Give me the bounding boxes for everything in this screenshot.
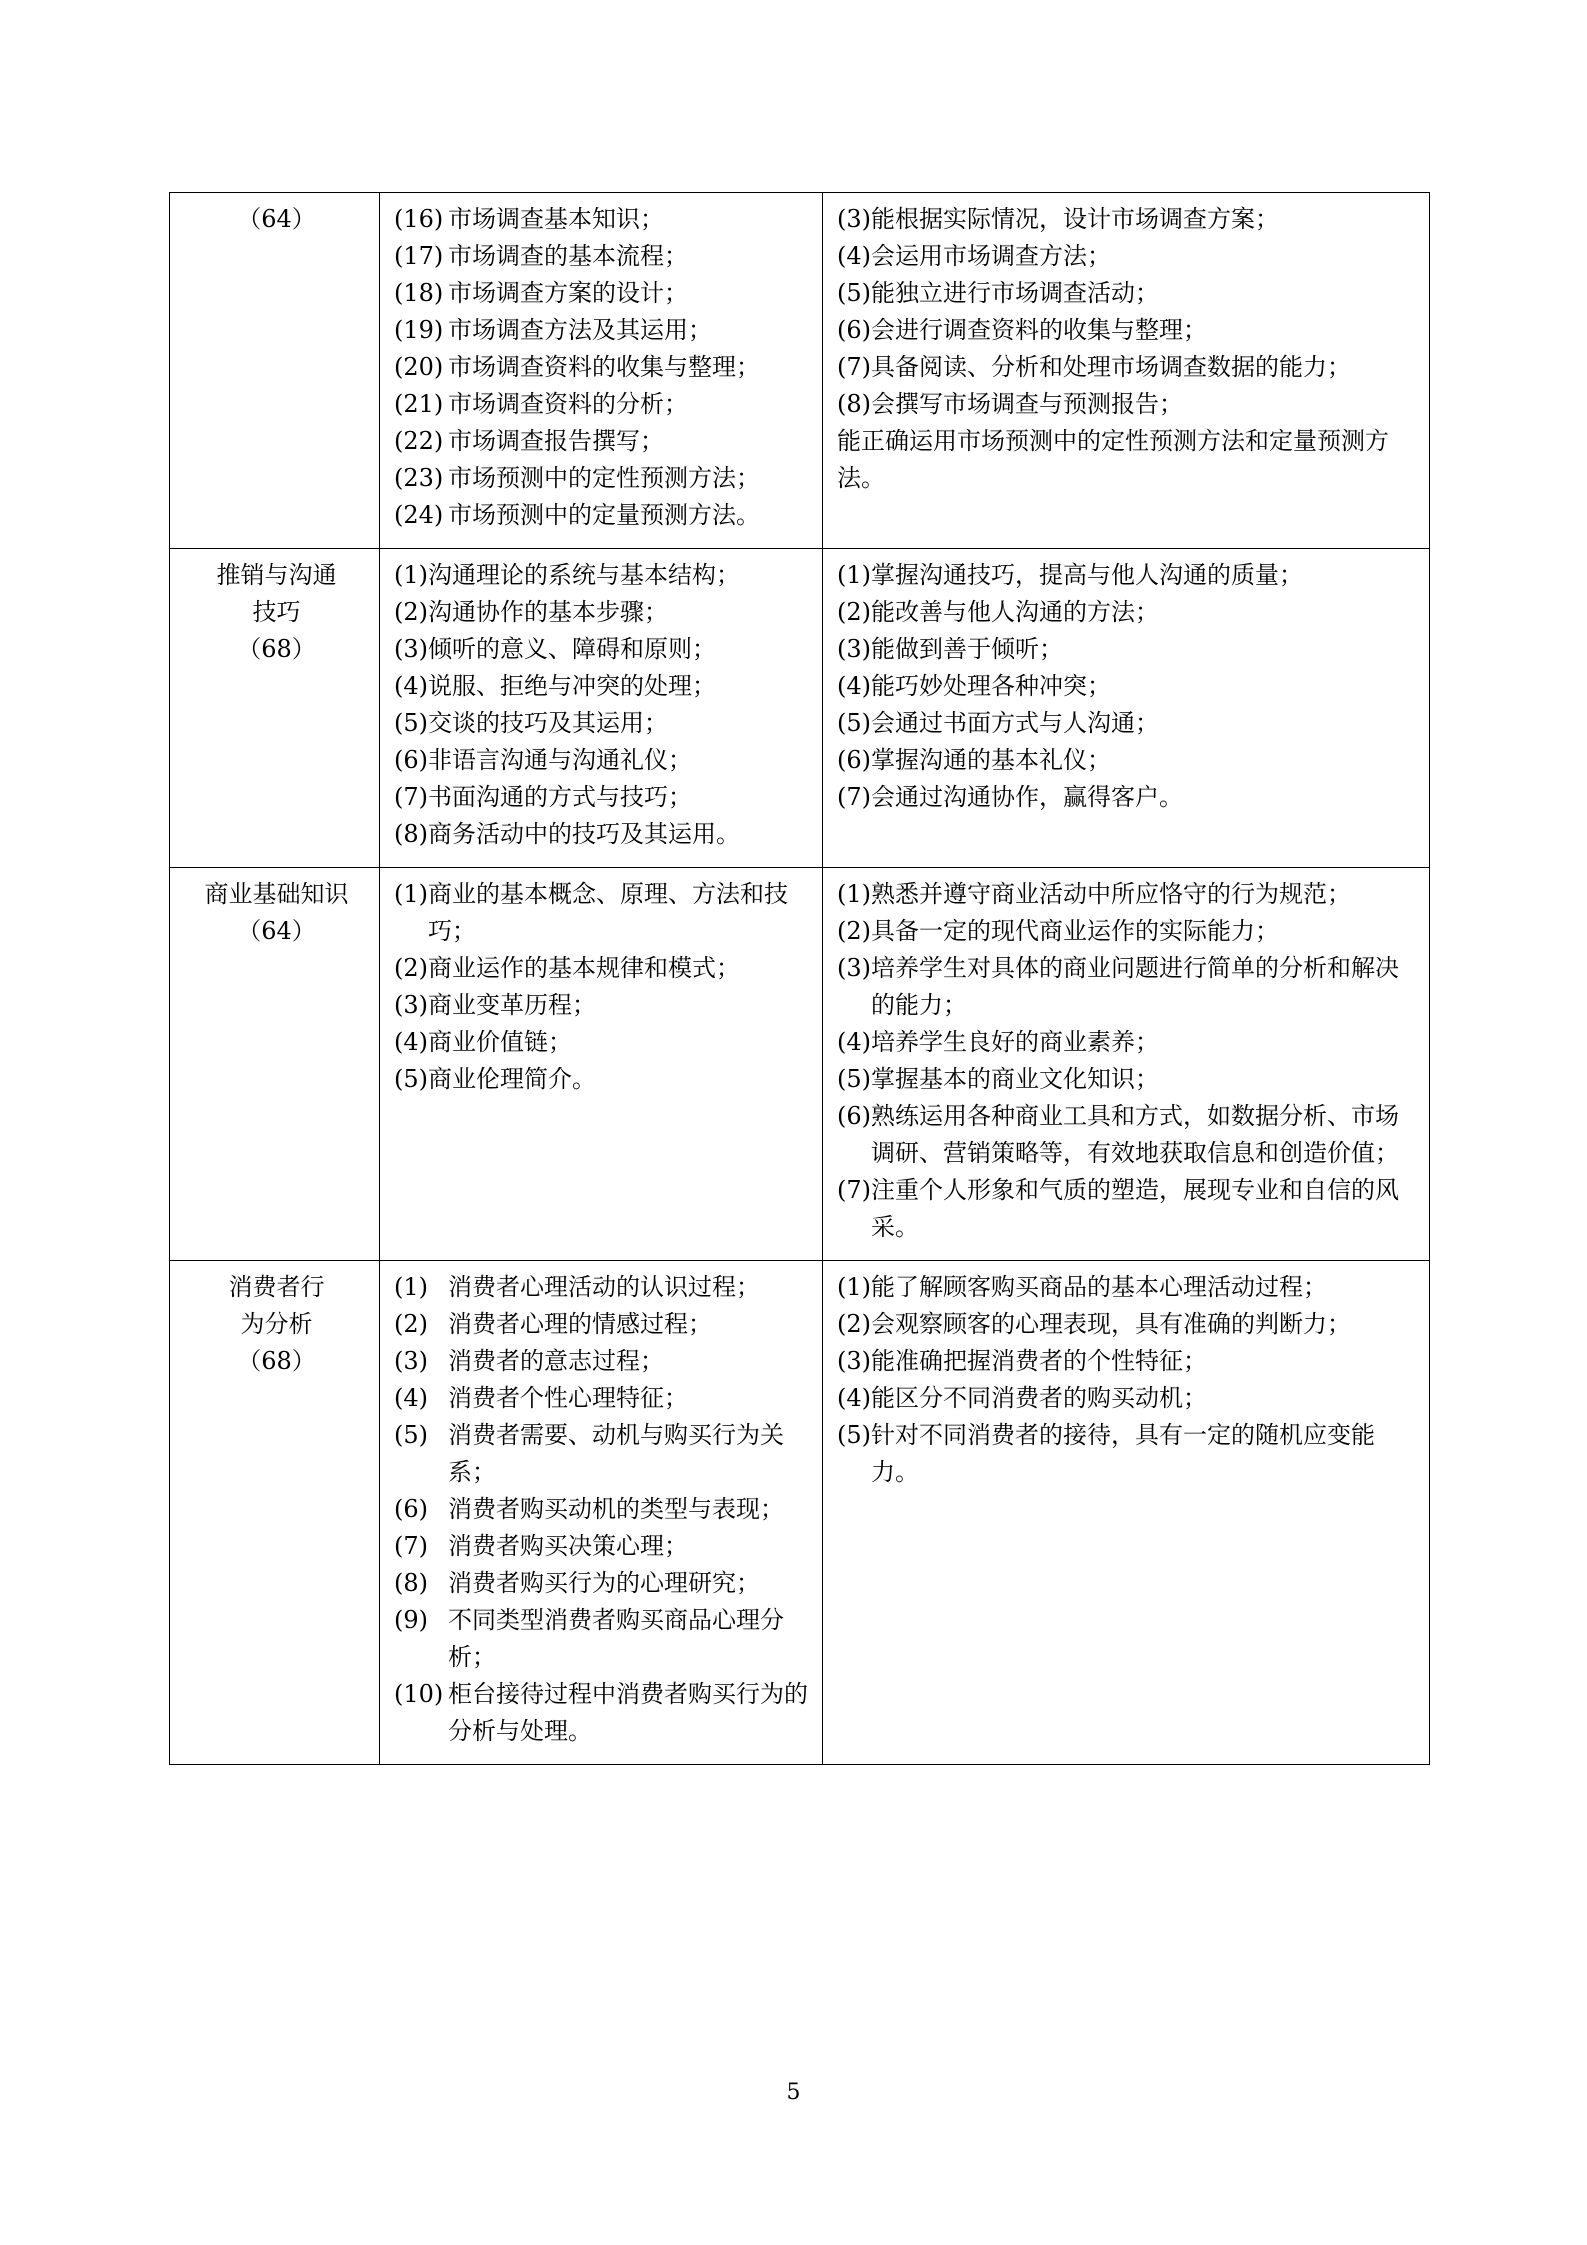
item-text: 商务活动中的技巧及其运用。	[428, 820, 740, 848]
requirement-item	[837, 705, 1419, 742]
requirement-item	[837, 557, 1419, 594]
course-name-line: 商业基础知识	[204, 880, 349, 908]
item-text: 说服、拒绝与冲突的处理；	[428, 672, 716, 700]
item-number: (18)	[394, 279, 444, 307]
item-number: (22)	[394, 427, 444, 455]
requirement-item	[837, 631, 1419, 668]
item-text: 消费者心理的情感过程；	[448, 1310, 712, 1338]
item-text: 消费者购买决策心理；	[448, 1532, 688, 1560]
requirement-item	[837, 742, 1419, 779]
content-item	[394, 1269, 812, 1306]
requirement-item	[837, 1417, 1419, 1491]
item-number: (3)	[837, 205, 871, 233]
item-text: 商业的基本概念、原理、方法和技巧；	[428, 880, 788, 945]
course-cell	[170, 193, 380, 549]
item-number: (21)	[394, 390, 444, 418]
course-row	[170, 193, 1430, 549]
item-number: (4)	[394, 672, 428, 700]
course-cell	[170, 868, 380, 1261]
item-number: (2)	[837, 598, 871, 626]
content-item	[394, 312, 812, 349]
item-number: (5)	[837, 1065, 871, 1093]
item-text: 市场调查资料的收集与整理；	[448, 353, 760, 381]
item-number: (4)	[837, 242, 871, 270]
item-text: 消费者购买动机的类型与表现；	[448, 1495, 784, 1523]
requirement-item	[837, 1306, 1419, 1343]
item-number: (7)	[394, 783, 428, 811]
item-text: 商业运作的基本规律和模式；	[428, 954, 740, 982]
item-text: 市场调查方案的设计；	[448, 279, 688, 307]
item-text: 消费者心理活动的认识过程；	[448, 1273, 760, 1301]
requirements-cell	[823, 193, 1430, 549]
item-text: 能巧妙处理各种冲突；	[871, 672, 1111, 700]
item-text: 柜台接待过程中消费者购买行为的分析与处理。	[448, 1680, 808, 1745]
item-number: (3)	[837, 954, 871, 982]
item-number: (1)	[394, 561, 428, 589]
content-item	[394, 238, 812, 275]
item-text: 市场调查方法及其运用；	[448, 316, 712, 344]
item-text: 熟练运用各种商业工具和方式，如数据分析、市场调研、营销策略等，有效地获取信息和创造价值；	[871, 1102, 1399, 1167]
item-number: (1)	[837, 880, 871, 908]
requirement-item	[837, 1061, 1419, 1098]
item-text: 倾听的意义、障碍和原则；	[428, 635, 716, 663]
content-item	[394, 1417, 812, 1491]
course-name	[184, 876, 369, 913]
item-number: (3)	[837, 1347, 871, 1375]
item-text: 针对不同消费者的接待，具有一定的随机应变能力。	[871, 1421, 1375, 1486]
item-number: (2)	[394, 954, 428, 982]
requirements-cell	[823, 868, 1430, 1261]
content-item	[394, 631, 812, 668]
item-number: (8)	[394, 1569, 428, 1597]
item-text: 能独立进行市场调查活动；	[871, 279, 1159, 307]
content-item	[394, 1676, 812, 1750]
item-number: (6)	[837, 746, 871, 774]
requirement-item	[837, 1269, 1419, 1306]
item-number: (4)	[394, 1384, 428, 1412]
item-text: 沟通协作的基本步骤；	[428, 598, 668, 626]
content-item	[394, 275, 812, 312]
item-number: (5)	[837, 1421, 871, 1449]
requirement-item	[837, 275, 1419, 312]
item-number: (6)	[837, 316, 871, 344]
item-text: 市场调查的基本流程；	[448, 242, 688, 270]
item-text: 熟悉并遵守商业活动中所应恪守的行为规范；	[871, 880, 1351, 908]
course-row	[170, 1261, 1430, 1765]
requirement-item	[837, 201, 1419, 238]
item-text: 掌握沟通技巧，提高与他人沟通的质量；	[871, 561, 1303, 589]
item-text: 不同类型消费者购买商品心理分析；	[448, 1606, 784, 1671]
item-number: (7)	[837, 1176, 871, 1204]
requirement-item	[837, 594, 1419, 631]
item-number: (6)	[394, 1495, 428, 1523]
item-text: 交谈的技巧及其运用；	[428, 709, 668, 737]
content-item	[394, 950, 812, 987]
item-text: 商业伦理简介。	[428, 1065, 596, 1093]
course-hours: （64）	[237, 917, 316, 945]
item-number: (4)	[837, 1384, 871, 1412]
content-item	[394, 594, 812, 631]
item-number: (3)	[837, 635, 871, 663]
content-cell	[380, 193, 823, 549]
requirements-cell	[823, 1261, 1430, 1765]
item-text: 沟通理论的系统与基本结构；	[428, 561, 740, 589]
content-item	[394, 1380, 812, 1417]
content-item	[394, 1565, 812, 1602]
item-text: 能区分不同消费者的购买动机；	[871, 1384, 1207, 1412]
content-item	[394, 349, 812, 386]
course-name	[184, 1269, 369, 1343]
item-number: (20)	[394, 353, 444, 381]
requirement-item	[837, 312, 1419, 349]
course-cell	[170, 1261, 380, 1765]
item-number: (2)	[837, 1310, 871, 1338]
curriculum-table-body	[170, 193, 1430, 1765]
requirement-item	[837, 1098, 1419, 1172]
item-text: 掌握沟通的基本礼仪；	[871, 746, 1111, 774]
item-number: (5)	[394, 709, 428, 737]
item-text: 非语言沟通与沟通礼仪；	[428, 746, 692, 774]
course-hours: （68）	[237, 1347, 316, 1375]
item-text: 消费者个性心理特征；	[448, 1384, 688, 1412]
requirement-item	[837, 1024, 1419, 1061]
item-text: 注重个人形象和气质的塑造，展现专业和自信的风采。	[871, 1176, 1399, 1241]
course-name-line: 为分析	[240, 1310, 313, 1338]
item-number: (17)	[394, 242, 444, 270]
requirement-item	[837, 779, 1419, 816]
item-text: 市场调查报告撰写；	[448, 427, 664, 455]
course-name-line: 技巧	[252, 598, 301, 626]
page-number: 5	[786, 2080, 801, 2105]
item-number: (2)	[837, 917, 871, 945]
requirement-item	[837, 668, 1419, 705]
content-item	[394, 987, 812, 1024]
item-number: (5)	[394, 1065, 428, 1093]
item-text: 市场预测中的定量预测方法。	[448, 501, 760, 529]
content-item	[394, 816, 812, 853]
item-text: 市场预测中的定性预测方法；	[448, 464, 760, 492]
content-item	[394, 386, 812, 423]
requirement-item	[837, 950, 1419, 1024]
content-item	[394, 742, 812, 779]
item-text: 会运用市场调查方法；	[871, 242, 1111, 270]
course-name	[184, 557, 369, 631]
item-number: (10)	[394, 1680, 444, 1708]
item-number: (1)	[394, 880, 428, 908]
content-cell	[380, 868, 823, 1261]
content-item	[394, 705, 812, 742]
content-item	[394, 497, 812, 534]
item-number: (2)	[394, 598, 428, 626]
requirement-item	[837, 1343, 1419, 1380]
content-cell	[380, 1261, 823, 1765]
content-cell	[380, 549, 823, 868]
requirement-item	[837, 1380, 1419, 1417]
requirement-item	[837, 386, 1419, 423]
course-row	[170, 549, 1430, 868]
course-cell	[170, 549, 380, 868]
item-text: 商业变革历程；	[428, 991, 596, 1019]
item-text: 会观察顾客的心理表现，具有准确的判断力；	[871, 1310, 1351, 1338]
item-text: 具备一定的现代商业运作的实际能力；	[871, 917, 1279, 945]
content-item	[394, 557, 812, 594]
item-text: 消费者的意志过程；	[448, 1347, 664, 1375]
item-text: 消费者需要、动机与购买行为关系；	[448, 1421, 784, 1486]
requirement-item-text: 能正确运用市场预测中的定性预测方法和定量预测方法。	[837, 427, 1389, 492]
course-row	[170, 868, 1430, 1261]
item-text: 能改善与他人沟通的方法；	[871, 598, 1159, 626]
item-number: (24)	[394, 501, 444, 529]
item-text: 具备阅读、分析和处理市场调查数据的能力；	[871, 353, 1351, 381]
item-text: 书面沟通的方式与技巧；	[428, 783, 692, 811]
item-text: 市场调查基本知识；	[448, 205, 664, 233]
item-text: 能做到善于倾听；	[871, 635, 1063, 663]
item-text: 会通过沟通协作，赢得客户。	[871, 783, 1183, 811]
item-number: (4)	[837, 1028, 871, 1056]
item-number: (5)	[394, 1421, 428, 1449]
item-text: 消费者购买行为的心理研究；	[448, 1569, 760, 1597]
item-number: (1)	[837, 561, 871, 589]
content-item	[394, 1061, 812, 1098]
item-number: (3)	[394, 635, 428, 663]
item-text: 会撰写市场调查与预测报告；	[871, 390, 1183, 418]
item-number: (4)	[394, 1028, 428, 1056]
content-item	[394, 668, 812, 705]
item-number: (5)	[837, 279, 871, 307]
course-name-line: 推销与沟通	[216, 561, 337, 589]
curriculum-table	[169, 192, 1430, 1765]
item-text: 能准确把握消费者的个性特征；	[871, 1347, 1207, 1375]
requirement-item	[837, 1172, 1419, 1246]
item-number: (4)	[837, 672, 871, 700]
item-number: (6)	[837, 1102, 871, 1130]
item-text: 能根据实际情况，设计市场调查方案；	[871, 205, 1279, 233]
requirement-item	[837, 238, 1419, 275]
item-number: (3)	[394, 991, 428, 1019]
item-number: (7)	[837, 353, 871, 381]
content-item	[394, 1602, 812, 1676]
item-number: (8)	[394, 820, 428, 848]
item-number: (3)	[394, 1347, 428, 1375]
content-item	[394, 876, 812, 950]
content-item	[394, 779, 812, 816]
item-text: 培养学生良好的商业素养；	[871, 1028, 1159, 1056]
content-item	[394, 460, 812, 497]
item-number: (23)	[394, 464, 444, 492]
item-number: (19)	[394, 316, 444, 344]
item-number: (6)	[394, 746, 428, 774]
content-item	[394, 201, 812, 238]
item-text: 培养学生对具体的商业问题进行简单的分析和解决的能力；	[871, 954, 1399, 1019]
course-name-line: 消费者行	[228, 1273, 325, 1301]
item-text: 会通过书面方式与人沟通；	[871, 709, 1159, 737]
requirements-cell	[823, 549, 1430, 868]
item-text: 会进行调查资料的收集与整理；	[871, 316, 1207, 344]
item-number: (8)	[837, 390, 871, 418]
item-text: 掌握基本的商业文化知识；	[871, 1065, 1159, 1093]
item-number: (1)	[394, 1273, 428, 1301]
content-item	[394, 1491, 812, 1528]
course-hours: （64）	[237, 205, 316, 233]
course-hours: （68）	[237, 635, 316, 663]
item-number: (5)	[837, 709, 871, 737]
item-text: 市场调查资料的分析；	[448, 390, 688, 418]
content-item	[394, 1024, 812, 1061]
item-text: 商业价值链；	[428, 1028, 572, 1056]
item-number: (7)	[837, 783, 871, 811]
content-item	[394, 423, 812, 460]
item-number: (16)	[394, 205, 444, 233]
content-item	[394, 1343, 812, 1380]
requirement-item	[837, 913, 1419, 950]
item-number: (2)	[394, 1310, 428, 1338]
requirement-item	[837, 876, 1419, 913]
item-number: (9)	[394, 1606, 428, 1634]
item-number: (7)	[394, 1532, 428, 1560]
item-number: (1)	[837, 1273, 871, 1301]
requirement-item	[837, 349, 1419, 386]
content-item	[394, 1306, 812, 1343]
content-item	[394, 1528, 812, 1565]
item-text: 能了解顾客购买商品的基本心理活动过程；	[871, 1273, 1327, 1301]
